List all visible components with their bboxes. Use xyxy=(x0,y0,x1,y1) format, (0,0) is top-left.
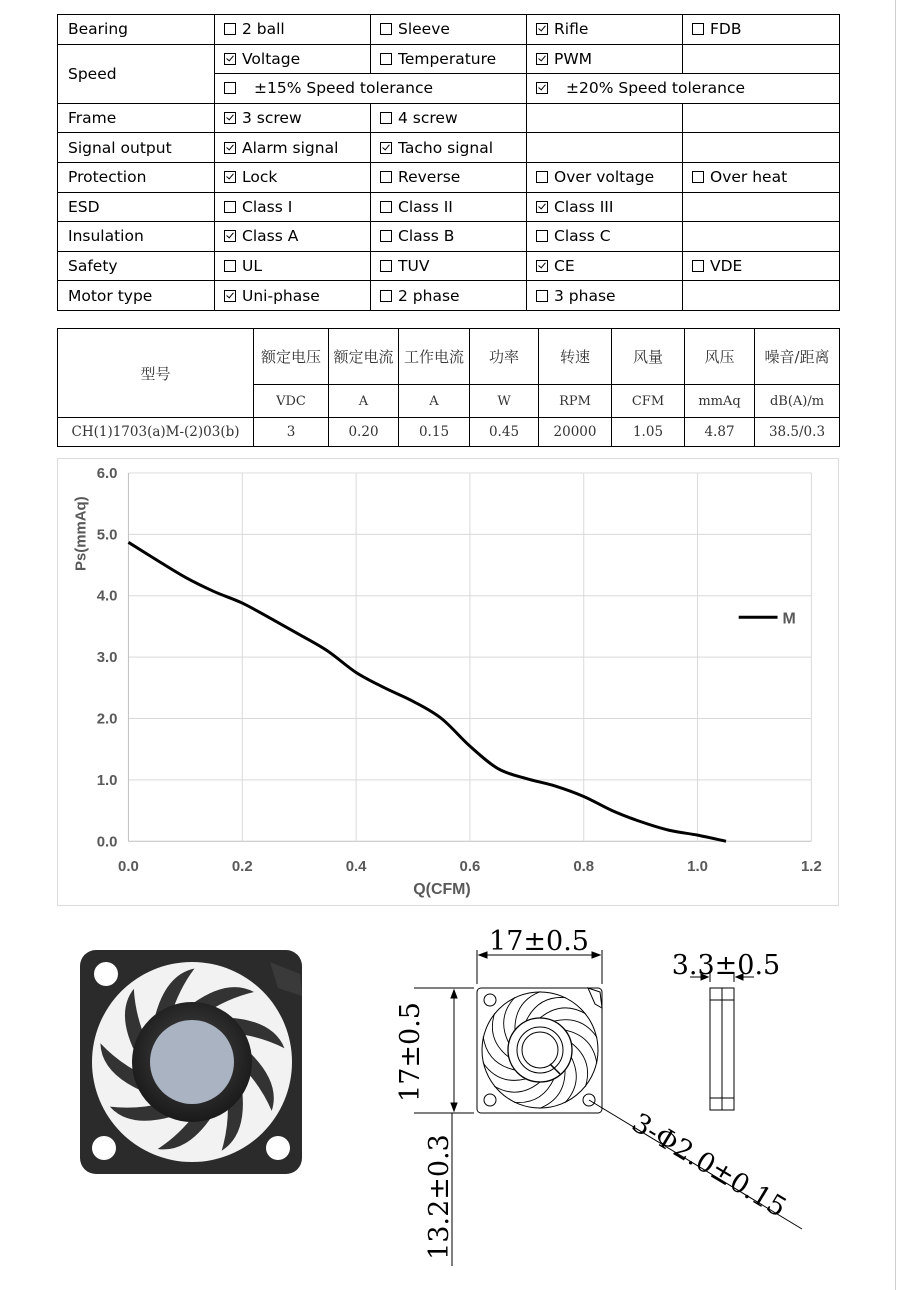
feature-option-cell xyxy=(683,251,840,281)
unchecked-checkbox[interactable] xyxy=(224,201,236,213)
unit-w: W xyxy=(470,385,539,418)
feature-option-cell xyxy=(527,192,683,222)
value-rated-voltage: 3 xyxy=(254,418,329,447)
header-power: 功率 xyxy=(470,329,539,385)
feature-option-label: 4 screw xyxy=(398,109,458,128)
value-speed: 20000 xyxy=(539,418,612,447)
feature-option-cell xyxy=(215,192,371,222)
feature-option-cell xyxy=(215,222,371,252)
feature-option-cell xyxy=(683,192,840,222)
unit-cfm: CFM xyxy=(612,385,685,418)
unchecked-checkbox[interactable] xyxy=(692,23,704,35)
front-view-opening xyxy=(482,992,598,1108)
feature-option-cell xyxy=(215,44,371,74)
feature-option-cell xyxy=(371,192,527,222)
drawing-blade xyxy=(540,1008,586,1018)
drawing-blade xyxy=(494,1082,540,1092)
y-tick-label: 6.0 xyxy=(96,464,118,482)
feature-row xyxy=(58,15,840,45)
unchecked-checkbox[interactable] xyxy=(692,260,704,272)
front-view-frame xyxy=(477,988,602,1113)
dimension-drawing xyxy=(390,922,820,1272)
value-power: 0.45 xyxy=(470,418,539,447)
unit-a-working: A xyxy=(399,385,470,418)
checked-checkbox[interactable] xyxy=(224,290,236,302)
feature-option-label: Class A xyxy=(242,227,299,246)
unchecked-checkbox[interactable] xyxy=(224,23,236,35)
checked-checkbox[interactable] xyxy=(536,82,548,94)
feature-option-cell xyxy=(371,103,527,133)
checked-checkbox[interactable] xyxy=(536,53,548,65)
page-edge-line xyxy=(895,0,896,1290)
feature-option-cell xyxy=(527,281,683,311)
mount-hole xyxy=(94,962,118,986)
lead-dimension: 13.2±0.3 xyxy=(424,1134,455,1260)
feature-option-cell xyxy=(215,74,527,104)
feature-row xyxy=(58,103,840,133)
feature-option-label: Tacho signal xyxy=(398,138,494,157)
value-rated-current: 0.20 xyxy=(329,418,399,447)
unchecked-checkbox[interactable] xyxy=(380,290,392,302)
model-header: 型号 xyxy=(58,329,254,418)
feature-option-label: Over heat xyxy=(710,168,788,187)
value-working-current: 0.15 xyxy=(399,418,470,447)
unchecked-checkbox[interactable] xyxy=(380,201,392,213)
feature-option-cell xyxy=(215,133,371,163)
feature-row xyxy=(58,162,840,192)
feature-label: Bearing xyxy=(58,15,215,45)
feature-option-cell xyxy=(371,251,527,281)
x-tick-label: 0.4 xyxy=(345,858,367,876)
unchecked-checkbox[interactable] xyxy=(224,82,236,94)
feature-option-cell xyxy=(215,251,371,281)
feature-option-label: Uni-phase xyxy=(242,286,320,305)
feature-label: Speed xyxy=(58,44,215,103)
feature-option-cell xyxy=(527,15,683,45)
feature-label: Protection xyxy=(58,162,215,192)
feature-label: Frame xyxy=(58,103,215,133)
checked-checkbox[interactable] xyxy=(224,142,236,154)
y-tick-label: 0.0 xyxy=(96,833,118,851)
header-speed: 转速 xyxy=(539,329,612,385)
width-dimension: 17±0.5 xyxy=(489,926,589,957)
feature-option-cell xyxy=(215,281,371,311)
checked-checkbox[interactable] xyxy=(224,230,236,242)
feature-option-cell xyxy=(527,74,840,104)
x-tick-label: 0.8 xyxy=(573,858,595,876)
pq-curve-chart xyxy=(57,458,839,906)
feature-row xyxy=(58,251,840,281)
feature-option-label: Rifle xyxy=(554,20,589,39)
feature-option-cell xyxy=(215,103,371,133)
feature-label: ESD xyxy=(58,192,215,222)
y-tick-label: 5.0 xyxy=(96,526,118,544)
header-airflow: 风量 xyxy=(612,329,685,385)
feature-option-label: CE xyxy=(554,257,575,276)
header-rated-current: 额定电流 xyxy=(329,329,399,385)
feature-option-cell xyxy=(215,162,371,192)
feature-option-label: ±20% Speed tolerance xyxy=(566,79,746,98)
checked-checkbox[interactable] xyxy=(224,53,236,65)
thickness-dimension: 3.3±0.5 xyxy=(671,950,781,981)
feature-option-label: Class I xyxy=(242,197,293,216)
feature-option-cell xyxy=(683,281,840,311)
value-pressure: 4.87 xyxy=(685,418,755,447)
feature-option-label: Class C xyxy=(554,227,611,246)
x-tick-label: 0.6 xyxy=(459,858,481,876)
unchecked-checkbox[interactable] xyxy=(380,171,392,183)
feature-option-cell xyxy=(683,15,840,45)
feature-option-cell xyxy=(683,103,840,133)
unchecked-checkbox[interactable] xyxy=(380,230,392,242)
feature-option-label: PWM xyxy=(554,49,593,68)
series-line-M xyxy=(128,542,726,841)
feature-option-label: 3 phase xyxy=(554,286,616,305)
header-working-current: 工作电流 xyxy=(399,329,470,385)
feature-option-cell xyxy=(527,103,683,133)
feature-label: Signal output xyxy=(58,133,215,163)
spec-table xyxy=(57,328,840,447)
unit-vdc: VDC xyxy=(254,385,329,418)
unit-mmaq: mmAq xyxy=(685,385,755,418)
unit-rpm: RPM xyxy=(539,385,612,418)
fan-photo xyxy=(78,948,308,1178)
y-axis-label: Ps(mmAq) xyxy=(72,496,90,571)
feature-option-label: 2 ball xyxy=(242,20,285,39)
checked-checkbox[interactable] xyxy=(536,23,548,35)
checked-checkbox[interactable] xyxy=(224,112,236,124)
unchecked-checkbox[interactable] xyxy=(380,260,392,272)
feature-option-cell xyxy=(683,162,840,192)
feature-option-label: Voltage xyxy=(242,49,301,68)
mount-hole xyxy=(266,1136,290,1160)
feature-option-cell xyxy=(371,162,527,192)
legend-label: M xyxy=(782,610,796,628)
feature-option-label: Class III xyxy=(554,197,614,216)
feature-option-cell xyxy=(527,162,683,192)
feature-option-cell xyxy=(683,44,840,74)
checked-checkbox[interactable] xyxy=(224,171,236,183)
feature-option-label: 2 phase xyxy=(398,286,460,305)
feature-option-label: UL xyxy=(242,257,262,276)
unit-a-rated: A xyxy=(329,385,399,418)
feature-label: Safety xyxy=(58,251,215,281)
feature-option-label: TUV xyxy=(398,257,430,276)
feature-option-label: Reverse xyxy=(398,168,461,187)
feature-option-cell xyxy=(683,133,840,163)
feature-option-cell xyxy=(527,133,683,163)
y-tick-label: 2.0 xyxy=(96,710,118,728)
feature-option-label: ±15% Speed tolerance xyxy=(254,79,434,98)
y-tick-label: 1.0 xyxy=(96,771,118,789)
x-tick-label: 1.0 xyxy=(687,858,708,876)
feature-row xyxy=(58,192,840,222)
x-axis-label: Q(CFM) xyxy=(413,881,471,899)
drawing-blade xyxy=(513,1079,559,1108)
feature-option-label: Sleeve xyxy=(398,20,450,39)
feature-option-label: FDB xyxy=(710,20,742,39)
drawing-blade xyxy=(522,992,568,1021)
feature-option-cell xyxy=(683,222,840,252)
unchecked-checkbox[interactable] xyxy=(380,23,392,35)
feature-option-label: Over voltage xyxy=(554,168,655,187)
feature-row xyxy=(58,133,840,163)
y-tick-label: 4.0 xyxy=(96,587,118,605)
checked-checkbox[interactable] xyxy=(536,201,548,213)
feature-option-cell xyxy=(371,15,527,45)
feature-option-label: Alarm signal xyxy=(242,138,339,157)
checked-checkbox[interactable] xyxy=(380,142,392,154)
unchecked-checkbox[interactable] xyxy=(380,112,392,124)
feature-option-cell xyxy=(371,222,527,252)
fan-hub-label xyxy=(150,1020,234,1104)
feature-row xyxy=(58,44,840,74)
feature-row xyxy=(58,281,840,311)
feature-option-cell xyxy=(371,44,527,74)
feature-option-label: Class B xyxy=(398,227,455,246)
unchecked-checkbox[interactable] xyxy=(380,53,392,65)
value-airflow: 1.05 xyxy=(612,418,685,447)
y-tick-label: 3.0 xyxy=(96,649,118,667)
x-tick-label: 1.2 xyxy=(800,858,822,876)
x-tick-label: 0.2 xyxy=(231,858,253,876)
feature-label: Motor type xyxy=(58,281,215,311)
feature-option-cell xyxy=(527,44,683,74)
feature-label: Insulation xyxy=(58,222,215,252)
hole xyxy=(484,1094,496,1106)
feature-option-cell xyxy=(527,222,683,252)
value-noise: 38.5/0.3 xyxy=(755,418,840,447)
feature-option-cell xyxy=(371,133,527,163)
hole-dimension: 3-Φ2.0±0.15 xyxy=(626,1107,792,1224)
header-noise: 噪音/距离 xyxy=(755,329,840,385)
x-tick-label: 0.0 xyxy=(118,858,139,876)
unchecked-checkbox[interactable] xyxy=(536,171,548,183)
feature-option-cell xyxy=(527,251,683,281)
unchecked-checkbox[interactable] xyxy=(692,171,704,183)
feature-option-label: Lock xyxy=(242,168,278,187)
header-rated-voltage: 额定电压 xyxy=(254,329,329,385)
feature-row xyxy=(58,222,840,252)
height-dimension: 17±0.5 xyxy=(395,1002,426,1102)
unchecked-checkbox[interactable] xyxy=(536,290,548,302)
feature-option-cell xyxy=(215,15,371,45)
feature-option-label: Class II xyxy=(398,197,453,216)
feature-table xyxy=(57,14,840,311)
mount-hole xyxy=(92,1136,116,1160)
header-pressure: 风压 xyxy=(685,329,755,385)
feature-option-cell xyxy=(371,281,527,311)
unit-db: dB(A)/m xyxy=(755,385,840,418)
feature-option-label: Temperature xyxy=(398,49,497,68)
model-value: CH(1)1703(a)M-(2)03(b) xyxy=(58,418,254,447)
checked-checkbox[interactable] xyxy=(536,260,548,272)
hole xyxy=(484,994,496,1006)
unchecked-checkbox[interactable] xyxy=(224,260,236,272)
feature-option-label: 3 screw xyxy=(242,109,302,128)
feature-option-label: VDE xyxy=(710,257,743,276)
unchecked-checkbox[interactable] xyxy=(536,230,548,242)
